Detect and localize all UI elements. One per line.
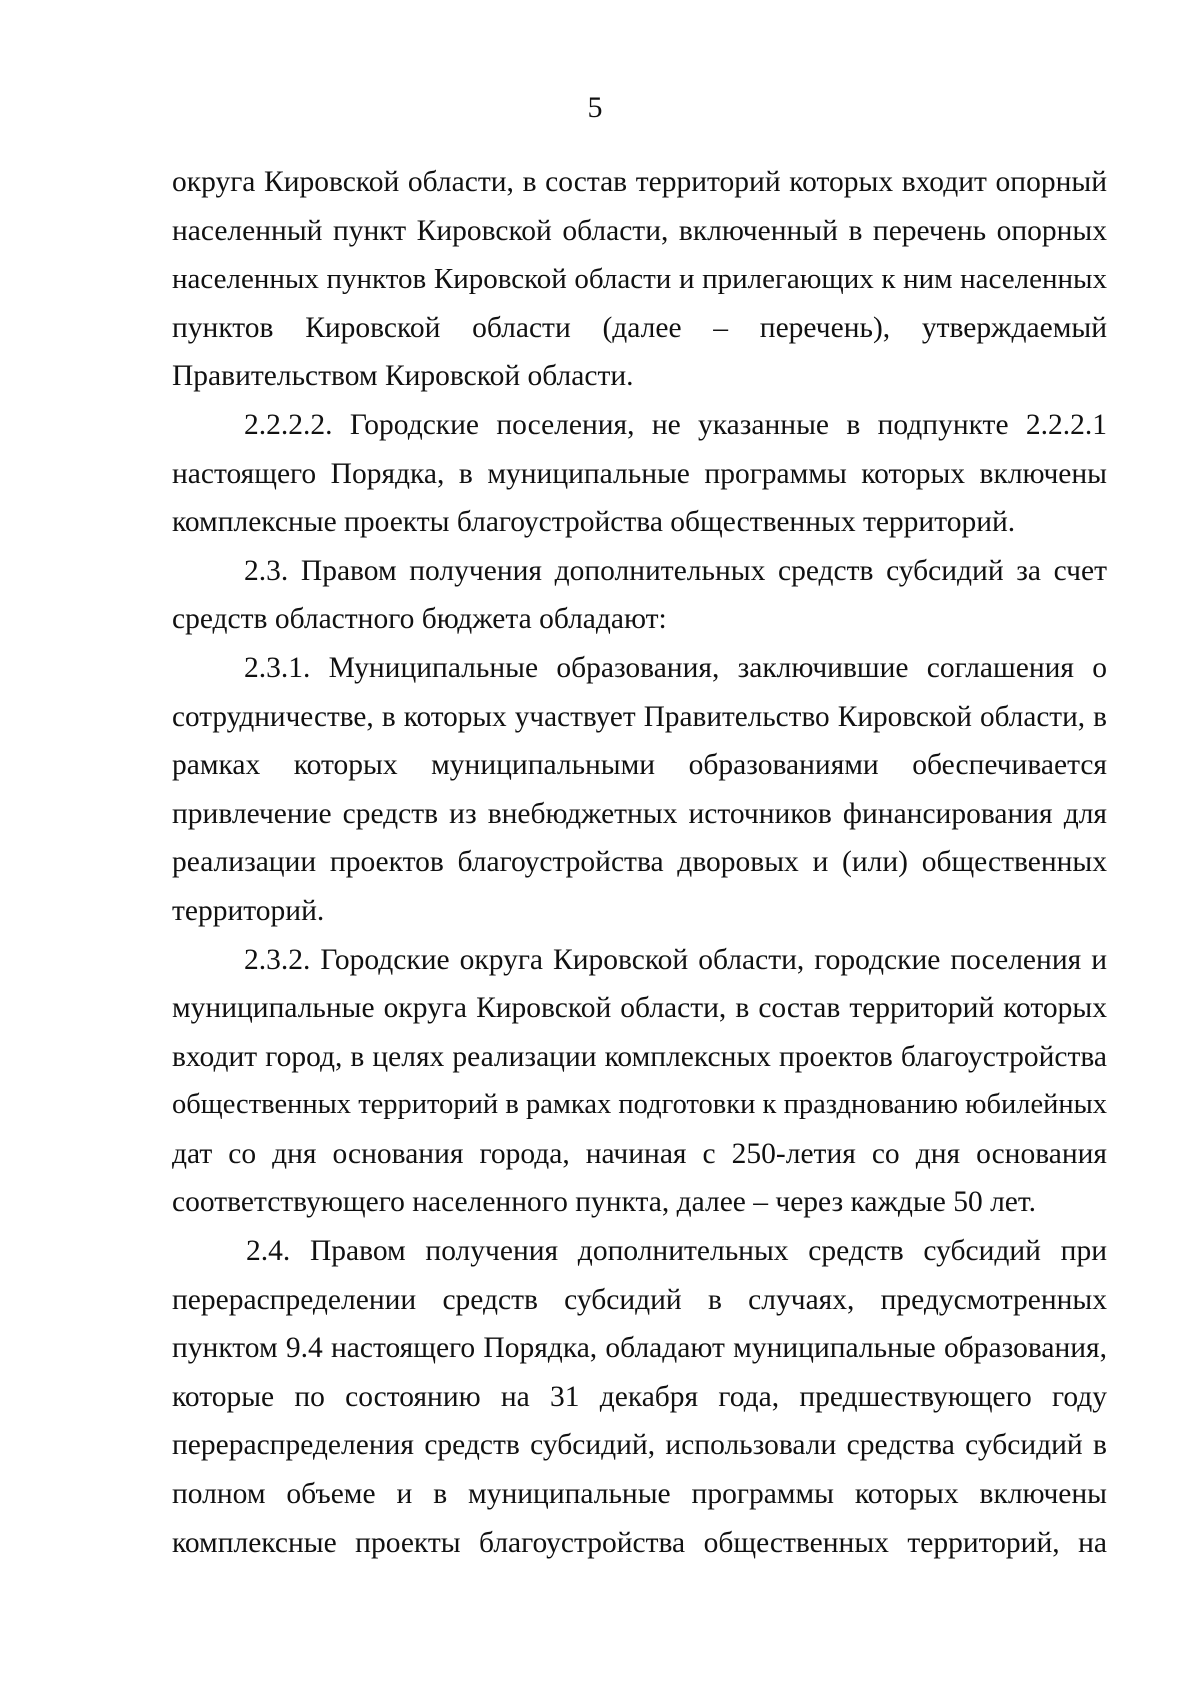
text-line: пунктов Кировской области (далее – перечень), утверждаемый [172,311,1107,344]
text-line: территорий. [172,894,325,927]
text-line: перераспределения средств субсидий, использовали средства субсидий в [172,1429,1107,1462]
page-number: 5 [587,91,603,124]
text-line: населенных пунктов Кировской области и прилегающих к ним населенных [172,263,1107,296]
text-line: соответствующего населенного пункта, далее – через каждые 50 лет. [172,1186,1036,1219]
text-line: муниципальные округа Кировской области, в состав территорий которых [172,992,1107,1025]
text-line: средств областного бюджета обладают: [172,603,667,636]
text-line: настоящего Порядка, в муниципальные программы которых включены [172,457,1107,490]
text-line: округа Кировской области, в состав территорий которых входит опорный [172,166,1107,198]
text-line: реализации проектов благоустройства дворовых и (или) общественных [172,846,1107,879]
text-line: 2.4. Правом получения дополнительных средств субсидий при [246,1235,1107,1268]
text-line: 2.3. Правом получения дополнительных средств субсидий за счет [244,554,1107,587]
text-line: 2.2.2.2. Городские поселения, не указанные в подпункте 2.2.2.1 [244,408,1107,441]
text-line: сотрудничестве, в которых участвует Правительство Кировской области, в [172,700,1107,733]
text-line: комплексные проекты благоустройства общественных территорий, на [172,1526,1107,1559]
document-body [172,158,1107,1567]
text-line: 2.3.1. Муниципальные образования, заключившие соглашения о [244,651,1107,684]
text-line: общественных территорий в рамках подготовки к празднованию юбилейных [172,1089,1107,1121]
text-line: населенный пункт Кировской области, включенный в перечень опорных [172,214,1107,247]
paragraph [172,936,1107,1228]
text-line: полном объеме и в муниципальные программы которых включены [172,1478,1107,1511]
text-line: пунктом 9.4 настоящего Порядка, обладают муниципальные образования, [172,1332,1107,1365]
paragraph [172,1227,1107,1567]
paragraph [172,547,1107,644]
text-line: комплексные проекты благоустройства общественных территорий. [172,506,1016,539]
text-line: привлечение средств из внебюджетных источников финансирования для [172,797,1107,830]
text-line: дат со дня основания города, начиная с 250-летия со дня основания [172,1137,1107,1170]
paragraph [172,401,1107,547]
text-line: 2.3.2. Городские округа Кировской области, городские поселения и [244,943,1107,976]
text-line: рамках которых муниципальными образованиями обеспечивается [172,749,1107,782]
paragraph [172,644,1107,936]
text-line: которые по состоянию на 31 декабря года, предшествующего году [172,1380,1107,1413]
text-line: входит город, в целях реализации комплексных проектов благоустройства [172,1040,1107,1073]
text-line: Правительством Кировской области. [172,360,634,393]
text-line: перераспределении средств субсидий в случаях, предусмотренных [172,1283,1107,1316]
paragraph [172,158,1107,401]
